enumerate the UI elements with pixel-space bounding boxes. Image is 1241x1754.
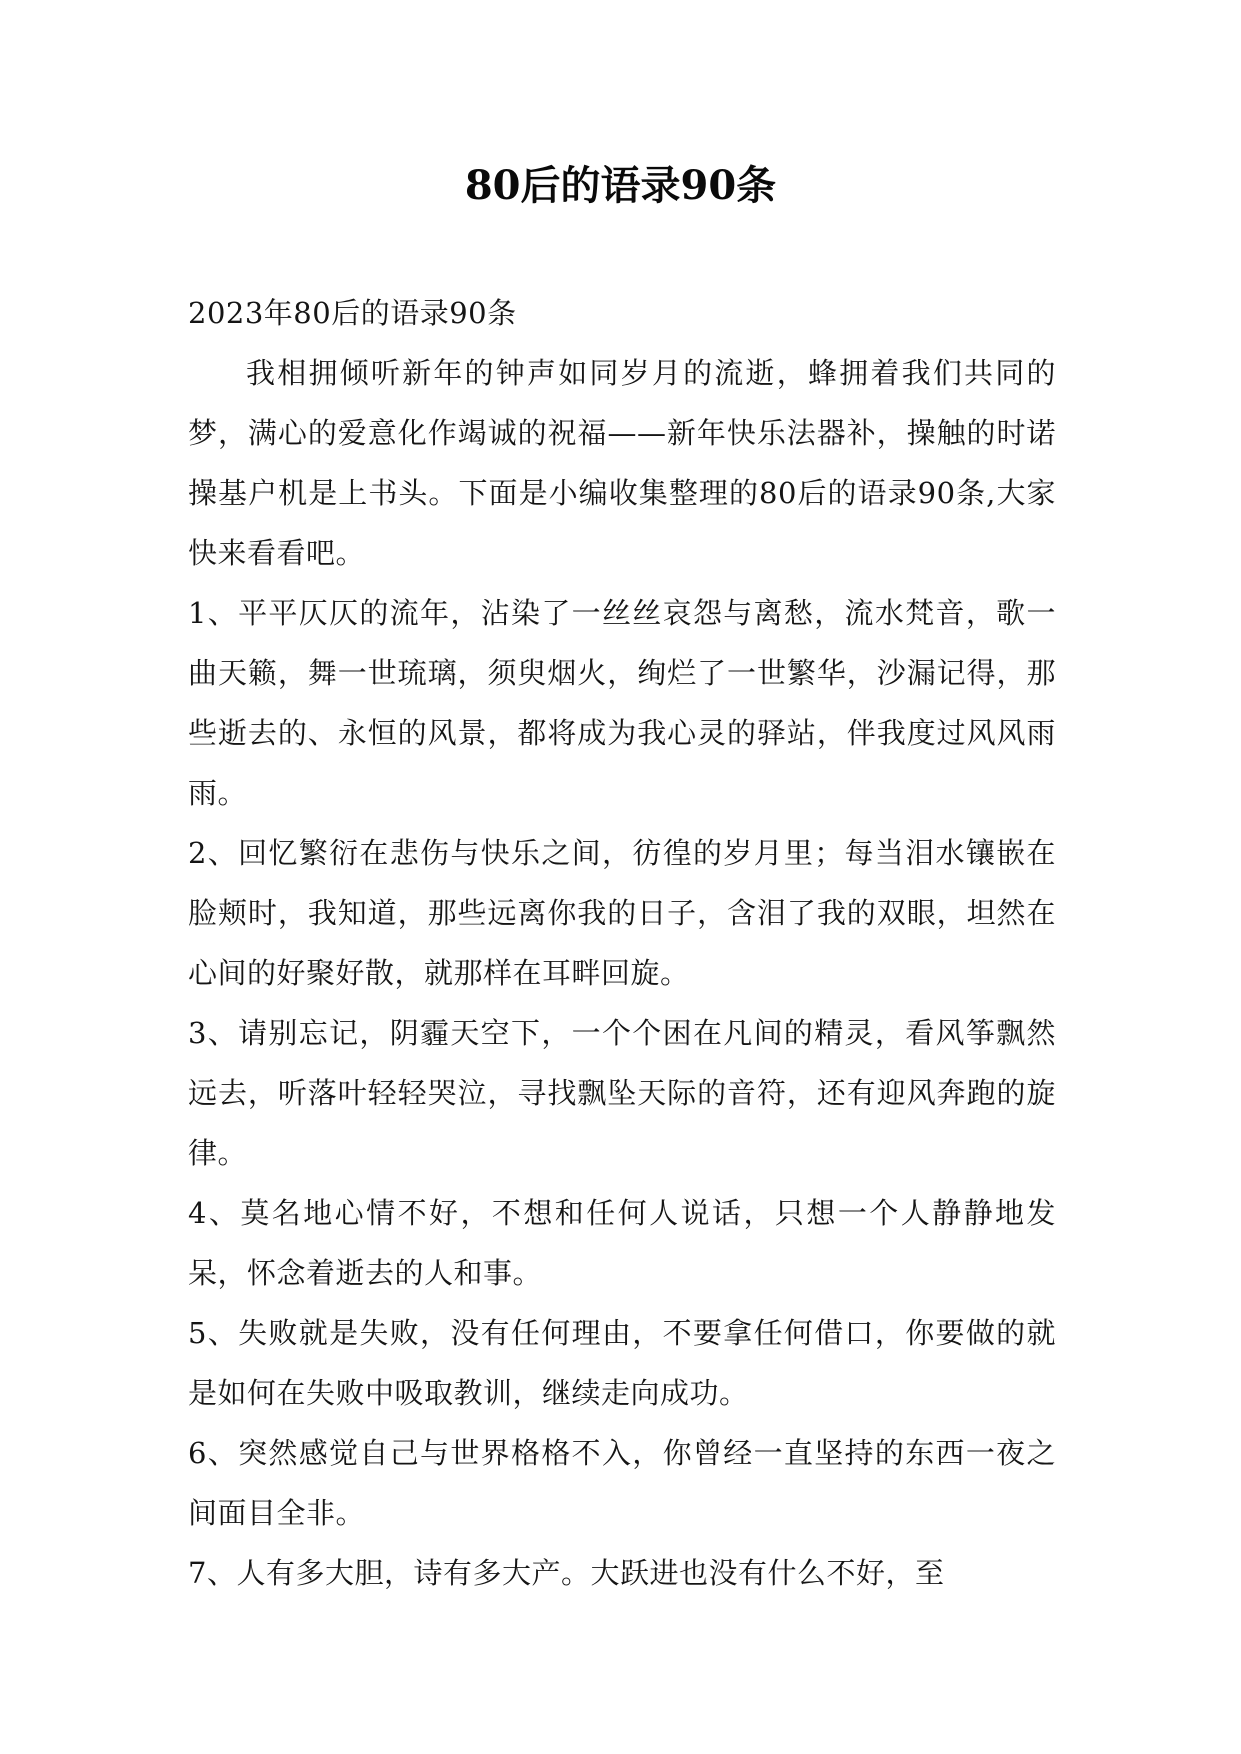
quote-item-3: 3、请别忘记，阴霾天空下，一个个困在凡间的精灵，看风筝飘然远去，听落叶轻轻哭泣，寻找飘坠天际的音符，还有迎风奔跑的旋律。 bbox=[188, 1016, 1056, 1170]
document-title: 80后的语录90条 bbox=[464, 162, 777, 209]
intro-paragraph: 我相拥倾听新年的钟声如同岁月的流逝，蜂拥着我们共同的梦，满心的爱意化作竭诚的祝福——新年快乐法器补，操触的时诺操基户机是上书头。下面是小编收集整理的80后的语录90条,大家快来看看吧。 bbox=[188, 356, 1056, 570]
quote-item-2: 2、回忆繁衍在悲伤与快乐之间，彷徨的岁月里；每当泪水镶嵌在脸颊时，我知道，那些远离你我的日子，含泪了我的双眼，坦然在心间的好聚好散，就那样在耳畔回旋。 bbox=[188, 836, 1056, 990]
document-subtitle: 2023年80后的语录90条 bbox=[188, 296, 517, 330]
quote-item-7: 7、人有多大胆，诗有多大产。大跃进也没有什么不好，至 bbox=[188, 1556, 945, 1590]
quote-item-5: 5、失败就是失败，没有任何理由，不要拿任何借口，你要做的就是如何在失败中吸取教训，继续走向成功。 bbox=[188, 1316, 1056, 1410]
quote-item-1: 1、平平仄仄的流年，沾染了一丝丝哀怨与离愁，流水梵音，歌一曲天籁，舞一世琉璃，须臾烟火，绚烂了一世繁华，沙漏记得，那些逝去的、永恒的风景，都将成为我心灵的驿站，伴我度过风风雨雨。 bbox=[188, 596, 1056, 810]
quote-item-4: 4、莫名地心情不好，不想和任何人说话，只想一个人静静地发呆，怀念着逝去的人和事。 bbox=[188, 1196, 1056, 1290]
document-body bbox=[188, 283, 1056, 1603]
quote-item-6: 6、突然感觉自己与世界格格不入，你曾经一直坚持的东西一夜之间面目全非。 bbox=[188, 1436, 1056, 1530]
